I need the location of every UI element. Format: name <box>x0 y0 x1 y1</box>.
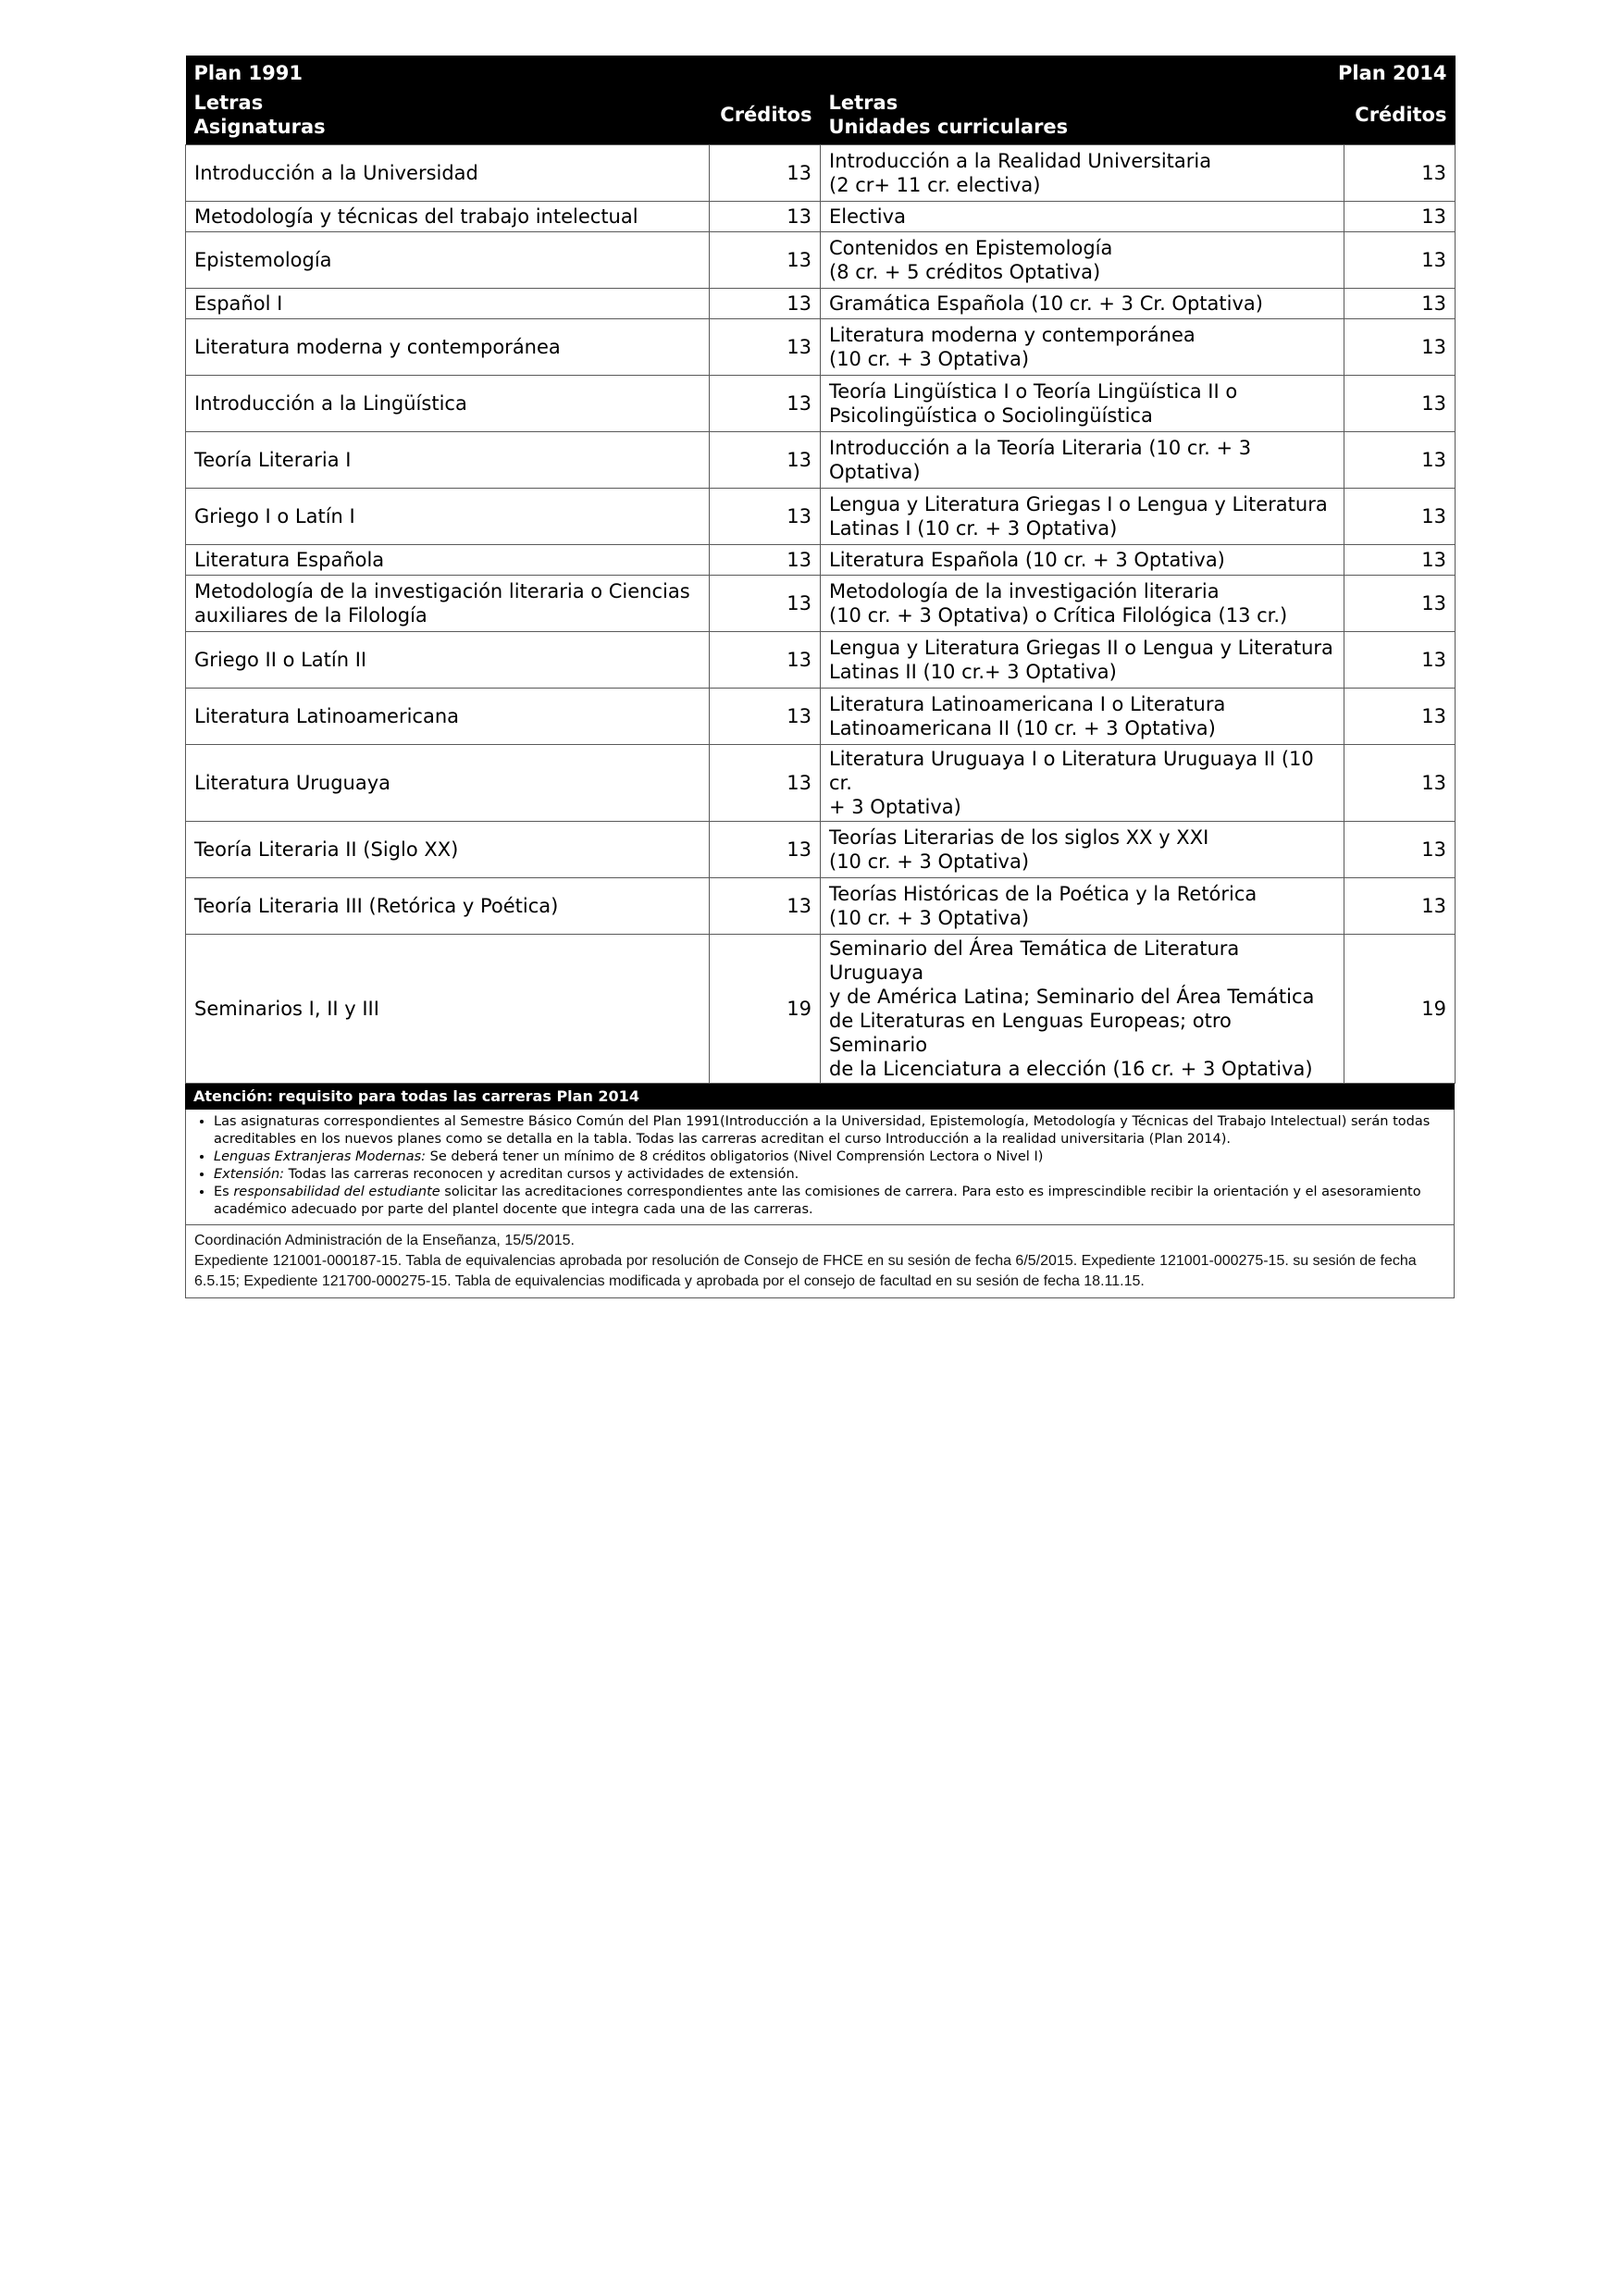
right-sub-label: Unidades curriculares <box>828 116 1069 138</box>
plan-2014-credits: 13 <box>1344 319 1456 376</box>
plan-1991-subject: Introducción a la Lingüística <box>186 376 710 432</box>
equivalence-rows <box>186 145 1456 1084</box>
table-row <box>186 935 1456 1084</box>
plan-2014-unit-line: Literatura Uruguaya I o Literatura Uruguaya II (10 cr. <box>829 748 1314 794</box>
plan-2014-unit <box>821 145 1344 202</box>
plan-2014-unit-line: (10 cr. + 3 Optativa) <box>829 907 1030 929</box>
plan-2014-unit <box>821 632 1344 689</box>
table-row <box>186 432 1456 489</box>
plan-2014-unit <box>821 935 1344 1084</box>
plan-2014-unit-line: de la Licenciatura a elección (16 cr. + 3 Optativa) <box>829 1058 1313 1080</box>
plan-2014-unit <box>821 689 1344 745</box>
plan-2014-unit <box>821 232 1344 289</box>
table-row <box>186 289 1456 319</box>
plan-2014-unit-line: Literatura Española (10 cr. + 3 Optativa) <box>829 549 1225 571</box>
plan-2014-unit-line: (10 cr. + 3 Optativa) <box>829 348 1030 370</box>
plan-2014-unit <box>821 576 1344 632</box>
note-item <box>214 1148 1445 1166</box>
equivalence-table <box>185 56 1456 1084</box>
table-row <box>186 319 1456 376</box>
plan-1991-subject: Introducción a la Universidad <box>186 145 710 202</box>
plan-2014-credits: 13 <box>1344 145 1456 202</box>
notes-list <box>197 1113 1445 1219</box>
plan-2014-credits: 13 <box>1344 376 1456 432</box>
plan-2014-credits: 13 <box>1344 545 1456 576</box>
plan-1991-credits: 13 <box>710 545 821 576</box>
table-row <box>186 145 1456 202</box>
plan-2014-unit-line: Introducción a la Realidad Universitaria <box>829 150 1212 172</box>
plan-2014-unit-line: Lengua y Literatura Griegas I o Lengua y Literatura <box>829 493 1328 515</box>
plan-1991-subject: Español I <box>186 289 710 319</box>
plan-2014-unit <box>821 745 1344 822</box>
left-column-header <box>186 89 710 145</box>
table-row <box>186 232 1456 289</box>
plan-2014-unit <box>821 545 1344 576</box>
plan-1991-subject: Literatura Latinoamericana <box>186 689 710 745</box>
plan-2014-unit-line: de Literaturas en Lenguas Europeas; otro Seminario <box>829 1010 1232 1056</box>
plan-2014-unit-line: (2 cr+ 11 cr. electiva) <box>829 174 1041 196</box>
plan-2014-unit-line: Teoría Lingüística I o Teoría Lingüística II o <box>829 380 1238 403</box>
plan-2014-unit-line: Contenidos en Epistemología <box>829 237 1113 259</box>
plan-1991-credits: 13 <box>710 145 821 202</box>
plan-1991-credits: 13 <box>710 232 821 289</box>
plan-2014-credits: 13 <box>1344 822 1456 878</box>
plan-1991-credits: 13 <box>710 878 821 935</box>
plan-2014-unit-line: (10 cr. + 3 Optativa) <box>829 850 1030 873</box>
note-item <box>214 1113 1445 1148</box>
plan-2014-unit <box>821 319 1344 376</box>
plan-2014-unit-line: Teorías Históricas de la Poética y la Retórica <box>829 883 1258 905</box>
table-row <box>186 878 1456 935</box>
plan-1991-subject: Metodología de la investigación literaria o Ciencias auxiliares de la Filología <box>186 576 710 632</box>
footer-box <box>185 1225 1455 1298</box>
plan-header-row <box>186 56 1456 89</box>
plan-2014-unit-line: + 3 Optativa) <box>829 796 961 818</box>
plan-2014-unit <box>821 878 1344 935</box>
note-4-text: solicitar las acreditaciones correspondientes ante las comisiones de carrera. Para esto es imprescindible recibir la orientación y el asesoramiento académico adecuado por parte del plantel docente que integra cada una de las carreras. <box>214 1185 1421 1217</box>
plan-1991-subject: Teoría Literaria III (Retórica y Poética) <box>186 878 710 935</box>
plan-2014-credits: 13 <box>1344 289 1456 319</box>
plan-1991-subject: Teoría Literaria II (Siglo XX) <box>186 822 710 878</box>
plan-1991-credits: 13 <box>710 576 821 632</box>
plan-1991-subject: Griego I o Latín I <box>186 489 710 545</box>
notes-box <box>185 1110 1455 1225</box>
plan-1991-credits: 13 <box>710 489 821 545</box>
plan-2014-unit <box>821 289 1344 319</box>
plan-2014-unit-line: Psicolingüística o Sociolingüística <box>829 404 1153 427</box>
plan-2014-credits: 13 <box>1344 576 1456 632</box>
note-1-text: Las asignaturas correspondientes al Semestre Básico Común del Plan 1991(Introducción a la Universidad, Epistemología, Metodología y Técnicas del Trabajo Intelectual) serán todas acreditables en los nuevos planes como se detalla en la tabla. Todas las carreras acreditan el curso Introducción a la realidad universitaria (Plan 2014). <box>214 1114 1431 1147</box>
plan-2014-unit-line: Lengua y Literatura Griegas II o Lengua y Literatura <box>829 637 1333 659</box>
plan-2014-credits: 13 <box>1344 632 1456 689</box>
equivalence-document <box>185 56 1455 1298</box>
note-3-emphasis: Extensión: <box>214 1167 285 1182</box>
table-row <box>186 632 1456 689</box>
plan-2014-credits: 13 <box>1344 689 1456 745</box>
plan-2014-unit-line: Introducción a la Teoría Literaria (10 cr. + 3 <box>829 437 1252 459</box>
note-3-text: Todas las carreras reconocen y acreditan cursos y actividades de extensión. <box>284 1167 799 1182</box>
left-credits-header: Créditos <box>710 89 821 145</box>
plan-2014-credits: 13 <box>1344 202 1456 232</box>
table-row <box>186 822 1456 878</box>
column-header-row <box>186 89 1456 145</box>
plan-2014-label: Plan 2014 <box>821 56 1456 89</box>
plan-1991-subject: Literatura Uruguaya <box>186 745 710 822</box>
plan-1991-subject: Literatura moderna y contemporánea <box>186 319 710 376</box>
plan-1991-subject: Teoría Literaria I <box>186 432 710 489</box>
plan-2014-unit-line: y de América Latina; Seminario del Área Temática <box>829 986 1315 1008</box>
plan-1991-credits: 13 <box>710 745 821 822</box>
plan-2014-credits: 13 <box>1344 232 1456 289</box>
plan-1991-credits: 13 <box>710 632 821 689</box>
table-row <box>186 689 1456 745</box>
table-row <box>186 745 1456 822</box>
note-item <box>214 1184 1445 1219</box>
attention-banner: Atención: requisito para todas las carreras Plan 2014 <box>185 1084 1455 1110</box>
plan-2014-unit-line: Latinas I (10 cr. + 3 Optativa) <box>829 517 1118 540</box>
plan-1991-subject: Metodología y técnicas del trabajo intelectual <box>186 202 710 232</box>
plan-1991-subject: Literatura Española <box>186 545 710 576</box>
plan-2014-unit <box>821 202 1344 232</box>
plan-2014-unit <box>821 432 1344 489</box>
left-sub-label: Asignaturas <box>193 116 326 138</box>
plan-2014-unit-line: (10 cr. + 3 Optativa) o Crítica Filológica (13 cr.) <box>829 604 1288 627</box>
note-4-prefix: Es <box>214 1185 234 1199</box>
table-row <box>186 576 1456 632</box>
plan-1991-credits: 13 <box>710 202 821 232</box>
plan-2014-unit-line: Metodología de la investigación literaria <box>829 580 1220 602</box>
plan-2014-unit <box>821 489 1344 545</box>
plan-2014-unit-line: Seminario del Área Temática de Literatura Uruguaya <box>829 937 1240 984</box>
plan-1991-credits: 13 <box>710 319 821 376</box>
plan-1991-credits: 13 <box>710 376 821 432</box>
plan-1991-credits: 13 <box>710 289 821 319</box>
table-row <box>186 202 1456 232</box>
plan-2014-unit-line: Literatura moderna y contemporánea <box>829 324 1196 346</box>
plan-2014-unit <box>821 376 1344 432</box>
plan-2014-unit-line: Electiva <box>829 205 906 228</box>
plan-1991-credits: 13 <box>710 432 821 489</box>
right-column-header <box>821 89 1344 145</box>
note-4-emphasis: responsabilidad del estudiante <box>233 1185 440 1199</box>
plan-2014-unit-line: (8 cr. + 5 créditos Optativa) <box>829 261 1101 283</box>
plan-2014-unit-line: Gramática Española (10 cr. + 3 Cr. Optativa) <box>829 292 1263 315</box>
table-row <box>186 545 1456 576</box>
plan-2014-credits: 13 <box>1344 432 1456 489</box>
table-row <box>186 376 1456 432</box>
plan-1991-subject: Epistemología <box>186 232 710 289</box>
plan-1991-label: Plan 1991 <box>186 56 821 89</box>
right-area-label: Letras <box>828 92 898 114</box>
plan-1991-subject: Griego II o Latín II <box>186 632 710 689</box>
plan-2014-unit-line: Optativa) <box>829 461 921 483</box>
plan-2014-unit <box>821 822 1344 878</box>
plan-2014-unit-line: Teorías Literarias de los siglos XX y XXI <box>829 826 1209 849</box>
note-2-emphasis: Lenguas Extranjeras Modernas: <box>214 1149 427 1164</box>
plan-2014-credits: 13 <box>1344 878 1456 935</box>
plan-2014-credits: 13 <box>1344 489 1456 545</box>
left-area-label: Letras <box>193 92 264 114</box>
footer-line-1: Coordinación Administración de la Enseñanza, 15/5/2015. <box>194 1233 575 1248</box>
plan-1991-credits: 13 <box>710 822 821 878</box>
plan-2014-unit-line: Literatura Latinoamericana I o Literatura <box>829 693 1226 715</box>
note-item <box>214 1166 1445 1184</box>
plan-2014-credits: 13 <box>1344 745 1456 822</box>
plan-2014-credits: 19 <box>1344 935 1456 1084</box>
plan-1991-credits: 19 <box>710 935 821 1084</box>
plan-2014-unit-line: Latinas II (10 cr.+ 3 Optativa) <box>829 661 1117 683</box>
plan-2014-unit-line: Latinoamericana II (10 cr. + 3 Optativa) <box>829 717 1216 739</box>
table-row <box>186 489 1456 545</box>
right-credits-header: Créditos <box>1344 89 1456 145</box>
plan-1991-credits: 13 <box>710 689 821 745</box>
note-2-text: Se deberá tener un mínimo de 8 créditos obligatorios (Nivel Comprensión Lectora o Nivel I) <box>426 1149 1044 1164</box>
footer-line-2: Expediente 121001-000187-15. Tabla de equivalencias aprobada por resolución de Consejo de FHCE en su sesión de fecha 6/5/2015. Expediente 121001-000275-15. su sesión de fecha 6.5.15; Expediente 121700-000275-15. Tabla de equivalencias modificada y aprobada por el consejo de facultad en su sesión de fecha 18.11.15. <box>194 1253 1417 1289</box>
plan-1991-subject: Seminarios I, II y III <box>186 935 710 1084</box>
